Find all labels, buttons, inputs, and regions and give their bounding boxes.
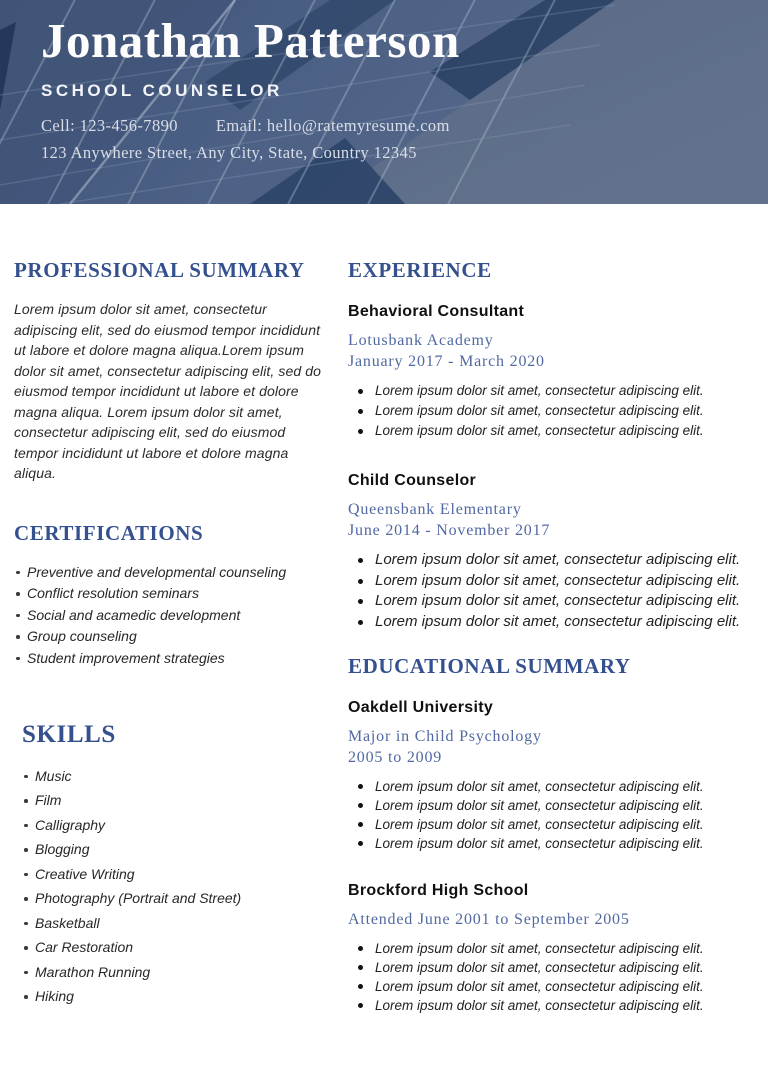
summary-text: Lorem ipsum dolor sit amet, consectetur adipiscing elit, sed do eiusmod tempor incididunt ut labore et dolore magna aliqua.Lorem ipsum dolor sit amet, consectetur adipiscing elit, sed do eiusmod tempor incididunt ut labore et dolore magna aliqua. Lorem ipsum dolor sit amet, consectetur adipiscing elit, sed do eiusmod tempor incididunt ut labore et dolore magna aliqua. xyxy=(14,301,322,482)
education-bullets xyxy=(348,777,760,853)
section-experience xyxy=(348,259,760,632)
list-item: Lorem ipsum dolor sit amet, consectetur adipiscing elit. xyxy=(348,834,760,853)
education-entry xyxy=(348,881,760,1015)
list-item: Basketball xyxy=(22,911,332,936)
section-professional-summary xyxy=(14,259,332,484)
position-title: Child Counselor xyxy=(348,472,477,490)
header xyxy=(0,0,768,204)
date-range: Attended June 2001 to September 2005 xyxy=(348,910,630,928)
section-heading: EXPERIENCE xyxy=(348,258,492,282)
experience-bullets xyxy=(348,550,760,632)
list-item: Lorem ipsum dolor sit amet, consectetur adipiscing elit. xyxy=(348,996,760,1015)
school-name: Oakdell University xyxy=(348,698,494,716)
job-title: SCHOOL COUNSELOR xyxy=(41,80,283,100)
section-heading: CERTIFICATIONS xyxy=(14,520,204,545)
list-item: Lorem ipsum dolor sit amet, consectetur adipiscing elit. xyxy=(348,939,760,958)
date-range: 2005 to 2009 xyxy=(348,748,443,766)
section-heading: EDUCATIONAL SUMMARY xyxy=(348,654,631,679)
list-item: Lorem ipsum dolor sit amet, consectetur adipiscing elit. xyxy=(348,958,760,977)
list-item: Film xyxy=(22,788,332,813)
postal-address: 123 Anywhere Street, Any City, State, Country 12345 xyxy=(41,142,417,162)
phone-number: Cell: 123-456-7890 xyxy=(41,115,178,135)
list-item: Blogging xyxy=(22,837,332,862)
list-item: Music xyxy=(22,764,332,789)
list-item: Lorem ipsum dolor sit amet, consectetur adipiscing elit. xyxy=(348,550,760,571)
list-item: Lorem ipsum dolor sit amet, consectetur adipiscing elit. xyxy=(348,401,760,421)
experience-entry xyxy=(348,302,760,441)
list-item: Lorem ipsum dolor sit amet, consectetur adipiscing elit. xyxy=(348,381,760,401)
resume-body xyxy=(0,204,768,1015)
person-name: Jonathan Patterson xyxy=(41,13,460,68)
list-item: Creative Writing xyxy=(22,862,332,887)
list-item: Lorem ipsum dolor sit amet, consectetur adipiscing elit. xyxy=(348,612,760,633)
section-education xyxy=(348,655,760,1014)
left-column xyxy=(14,259,332,1015)
section-heading: SKILLS xyxy=(22,721,116,749)
list-item: Hiking xyxy=(22,984,332,1009)
degree: Major in Child Psychology xyxy=(348,727,542,745)
date-range: January 2017 - March 2020 xyxy=(348,353,545,371)
education-bullets xyxy=(348,939,760,1015)
email-address: Email: hello@ratemyresume.com xyxy=(215,115,450,135)
right-column xyxy=(348,259,760,1015)
organization: Lotusbank Academy xyxy=(348,332,494,350)
position-title: Behavioral Consultant xyxy=(348,303,525,321)
skills-list xyxy=(14,764,332,1009)
list-item: Conflict resolution seminars xyxy=(14,583,332,605)
school-name: Brockford High School xyxy=(348,881,529,899)
list-item: Lorem ipsum dolor sit amet, consectetur adipiscing elit. xyxy=(348,591,760,612)
organization: Queensbank Elementary xyxy=(348,501,522,519)
experience-entry xyxy=(348,471,760,632)
list-item: Calligraphy xyxy=(22,813,332,838)
list-item: Lorem ipsum dolor sit amet, consectetur adipiscing elit. xyxy=(348,421,760,441)
section-heading: PROFESSIONAL SUMMARY xyxy=(14,258,305,282)
list-item: Lorem ipsum dolor sit amet, consectetur adipiscing elit. xyxy=(348,796,760,815)
list-item: Car Restoration xyxy=(22,935,332,960)
section-certifications xyxy=(14,522,332,670)
list-item: Lorem ipsum dolor sit amet, consectetur adipiscing elit. xyxy=(348,777,760,796)
education-entry xyxy=(348,698,760,853)
list-item: Marathon Running xyxy=(22,960,332,985)
list-item: Lorem ipsum dolor sit amet, consectetur adipiscing elit. xyxy=(348,571,760,592)
list-item: Student improvement strategies xyxy=(14,648,332,670)
list-item: Photography (Portrait and Street) xyxy=(22,886,332,911)
list-item: Lorem ipsum dolor sit amet, consectetur adipiscing elit. xyxy=(348,815,760,834)
list-item: Lorem ipsum dolor sit amet, consectetur adipiscing elit. xyxy=(348,977,760,996)
date-range: June 2014 - November 2017 xyxy=(348,522,551,540)
experience-bullets xyxy=(348,381,760,441)
header-content xyxy=(0,0,768,204)
certifications-list xyxy=(14,562,332,670)
list-item: Group counseling xyxy=(14,626,332,648)
list-item: Preventive and developmental counseling xyxy=(14,562,332,584)
contact-info xyxy=(41,116,768,163)
list-item: Social and acamedic development xyxy=(14,605,332,627)
section-skills xyxy=(14,721,332,1009)
